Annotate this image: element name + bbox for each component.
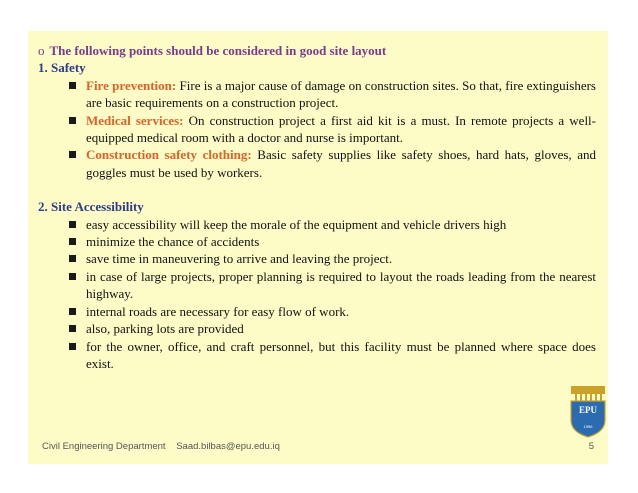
list-item (38, 320, 606, 337)
section-title-accessibility: 2. Site Accessibility (38, 199, 144, 215)
item-text: On construction project a first aid kit is a must. In remote projects a well-equipped medical room with a doctor and nurse is important. (86, 112, 596, 146)
list-item (38, 303, 606, 320)
slide (28, 31, 608, 464)
item-text: save time in maneuvering to arrive and leaving the project. (86, 251, 393, 267)
square-bullet-icon (69, 273, 76, 280)
safety-list (38, 77, 606, 181)
slide-content (38, 42, 606, 372)
footer-department: Civil Engineering Department (42, 441, 166, 452)
list-item (38, 77, 606, 112)
item-term: Fire prevention: (86, 77, 177, 93)
list-item (38, 268, 606, 303)
list-item (38, 250, 606, 267)
slide-footer (42, 441, 602, 452)
list-item (38, 112, 606, 147)
item-text: easy accessibility will keep the morale of the equipment and vehicle drivers high (86, 216, 507, 232)
square-bullet-icon (69, 343, 76, 350)
epu-logo-icon (568, 386, 608, 438)
footer-email: Saad.bilbas@epu.edu.iq (176, 441, 280, 452)
item-text: also, parking lots are provided (86, 321, 244, 337)
page-number: 5 (588, 441, 594, 452)
slide-heading-text: The following points should be considered in good site layout (49, 43, 387, 58)
square-bullet-icon (69, 238, 76, 245)
item-text: internal roads are necessary for easy flow of work. (86, 303, 350, 319)
square-bullet-icon (69, 151, 76, 158)
item-text: in case of large projects, proper planning is required to layout the roads leading from the nearest highway. (86, 268, 596, 302)
item-text: minimize the chance of accidents (86, 234, 260, 250)
list-item (38, 146, 606, 181)
logo-year: 1996 (583, 424, 593, 429)
slide-heading (38, 42, 606, 59)
square-bullet-icon (69, 221, 76, 228)
item-text: for the owner, office, and craft personnel, but this facility must be planned where space does exist. (86, 338, 596, 371)
square-bullet-icon (69, 117, 76, 124)
item-term: Medical services: (86, 112, 184, 128)
logo-text: EPU (579, 405, 597, 415)
list-item (38, 216, 606, 233)
list-item (38, 233, 606, 250)
item-text: Fire is a major cause of damage on construction sites. So that, fire extinguishers are basic requirements on a construction project. (86, 77, 596, 111)
item-text: Basic safety supplies like safety shoes, hard hats, gloves, and goggles must be used by workers. (86, 147, 596, 180)
square-bullet-icon (69, 255, 76, 262)
square-bullet-icon (69, 82, 76, 89)
section-title-safety: 1. Safety (38, 60, 86, 76)
square-bullet-icon (69, 325, 76, 332)
list-item (38, 338, 606, 373)
square-bullet-icon (69, 308, 76, 315)
accessibility-list (38, 216, 606, 373)
logo-top-band (571, 386, 605, 394)
hollow-bullet-icon: o (38, 43, 45, 58)
item-term: Construction safety clothing: (86, 147, 252, 163)
